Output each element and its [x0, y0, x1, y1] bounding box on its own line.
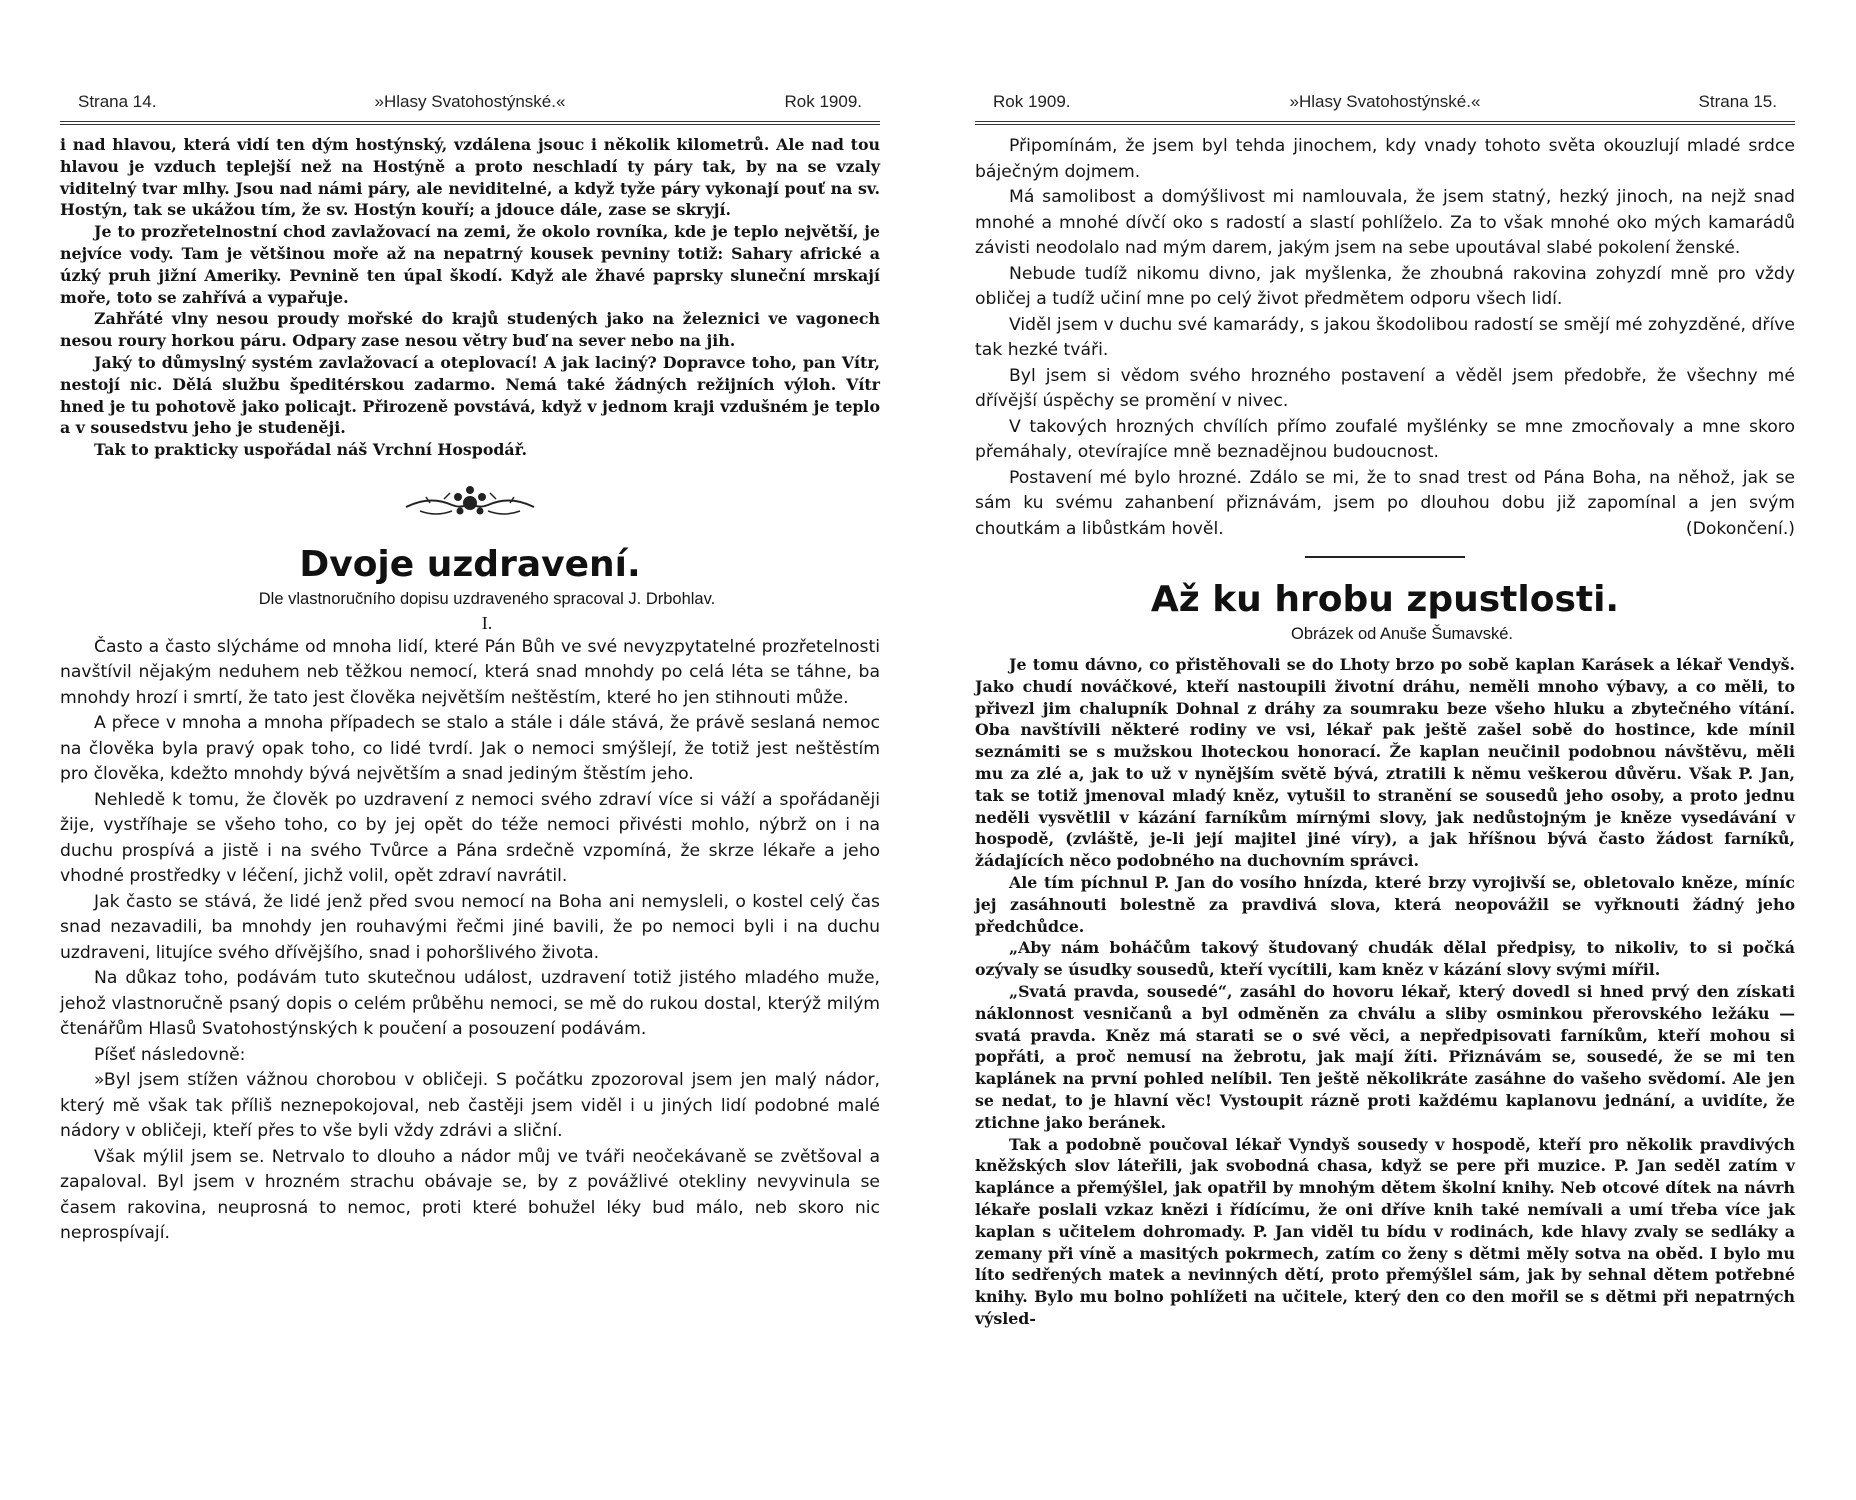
paragraph: Jak často se stává, že lidé jenž před svou nemocí na Boha ani nemysleli, o kostel celý čas snad nezavadili, ba mnohdy jen rouhavými řečmi jiné bavili, že po nemoci byli i na duchu uzdraveni, litujíce svého dřívějšího, snad i pohoršlivého života.: [60, 891, 880, 963]
paragraph: Připomínám, že jsem byl tehda jinochem, kdy vnady tohoto světa okouzlují mladé srdce báječným dojmem.: [975, 136, 1795, 182]
year: Rok 1909.: [784, 92, 862, 111]
paragraph: Píšeť následovně:: [94, 1044, 246, 1065]
header-rule: [60, 124, 880, 125]
page-number: Strana 15.: [1698, 92, 1777, 111]
paragraph: „Svatá pravda, sousedé“, zasáhl do hovoru lékař, který dovedl si hned prvý den získati náklonnost vesničanů a byl odměněn za chválu a sliby osminkou přerovského ležáku — svatá pravda. Kněz má starati se o své věci, a nepředpisovati farníkům, kteří mohou si popřáti, a proč nemusí na žebrotu, jak mají žíti. Přiznávám se, sousedé, že se mi ten kaplánek na první pohled nelíbil. Ten ještě několikráte zasáhne do vašeho svědomí. Ale jen se nedat, to je hlavní věc! Vystoupit rázně proti každému kaplanovu jednání, a uvidíte, že ztichne jako beránek.: [975, 981, 1795, 1132]
section-number: I.: [481, 612, 493, 633]
article-byline: Dle vlastnoručního dopisu uzdraveného spracoval J. Drbohlav.: [258, 589, 716, 608]
paragraph: Tak to prakticky uspořádal náš Vrchní Hospodář.: [94, 440, 528, 460]
paragraph: Jaký to důmyslný systém zavlažovací a oteplovací! A jak laciný? Dopravce toho, pan Vítr, nestojí nic. Dělá službu špeditérskou zadarmo. Nemá také žádných režijních výloh. Vítr hned je tu pohotově jako policajt. Přirozeně povstává, když v jednom kraji vzdušném je teplo a v sousedstvu jeho je studeněji.: [60, 352, 880, 438]
right-running-header: [975, 92, 1795, 120]
paragraph: Ale tím píchnul P. Jan do vosího hnízda, které brzy vyrojivší se, obletovalo kněze, míníc jej zasáhnouti bolestně za pravdivá slova, která neopovážil se vyřknouti žádný jeho předchůdce.: [975, 872, 1795, 936]
paragraph: Nehledě k tomu, že člověk po uzdravení z nemoci svého zdraví více si váží a spořádaněji žije, vystříhaje se všeho toho, co by jej opět do téže nemoci přivésti mohlo, nýbrž on i na duchu prospívá a jistě i na svého Tvůrce a Pána srdečně vzpomíná, že skrze lékaře a jeho vhodné prostředky v léčení, jichž volil, opět zdraví navrátil.: [60, 789, 880, 887]
continued-article: [60, 134, 880, 461]
article-body: [975, 654, 1795, 1330]
paragraph: Tak a podobně poučoval lékař Vyndyš sousedy v hospodě, kteří pro několik pravdivých kněžských slov láteřili, jak svobodná chasa, když se pere při muzice. P. Jan seděl zatím v kaplánce a přemýšlel, jak opatřil by mnohým dětem školní knihy. Neb otcové dítek na návrh lékaře poslali vzkaz knězi i řídícímu, že oni dříve knih také nemívali a umí třeba více jak kaplan s učitelem dohromady. P. Jan viděl tu bídu v rodinách, kde hlavy zvaly se sedláky a zemany při víně a masitých pokrmech, zatím co ženy s dětmi měly sotva na oběd. I bylo mu líto sedřených matek a nevinných dětí, proto přemýšlel sám, jak by sehnal dětem potřebné knihy. Bylo mu bolno pohlížeti na učitele, který den co den mořil se s dětmi při nepatrných výsled-: [975, 1134, 1795, 1328]
journal-title: »Hlasy Svatohostýnské.«: [1289, 92, 1481, 111]
article-title: Dvoje uzdravení.: [299, 543, 641, 585]
paragraph: „Aby nám boháčům takový študovaný chudák dělal předpisy, to nikoliv, to si počká ozývaly se úsudky sousedů, kteří vycítili, kam kněz v kázání slovy svými mířil.: [975, 938, 1795, 980]
to-be-continued-note: (Dokončení.): [1685, 518, 1795, 539]
floral-ornament-icon: [400, 481, 540, 525]
paragraph: i nad hlavou, která vidí ten dým hostýnský, vzdálena jsouc i několik kilometrů. Ale nad tou hlavou je vzduch teplejší než na Hostýně a proto neschladí ty páry tak, by na se vzaly viditelný tvar mlhy. Jsou nad námi páry, ale neviditelné, a když tyže páry vykonají pouť na sv. Hostýn, tak se ukážou tím, že sv. Hostýn kouří; a jdouce dále, zase se skryjí.: [60, 135, 880, 220]
right-column: [975, 134, 1795, 1330]
paragraph: Často a často slýcháme od mnoha lidí, které Pán Bůh ve své nevyzpytatelné prozřetelnosti navštívil nějakým neduhem neb těžkou nemocí, která snad mnohdy po celá léta se táhne, ba mnohdy hrozí i smrtí, že tato jest člověka největším neštěstím, které ho jen stihnouti může.: [60, 636, 880, 708]
paragraph: Zahřáté vlny nesou proudy mořské do krajů studených jako na železnici ve vagonech nesou roury horkou páru. Odpary zase nesou větry buď na sever nebo na jih.: [60, 309, 880, 351]
section-divider: [1305, 556, 1465, 558]
article-byline: Obrázek od Anuše Šumavské.: [1291, 625, 1513, 643]
paragraph: »Byl jsem stížen vážnou chorobou v obličeji. S počátku zpozoroval jsem jen malý nádor, který mě však tak příliš neznepokojoval, neb častěji jsem viděl i u jiných lidí podobné malé nádory v obličeji, kteří přes to vše byli vždy zdrávi a sliční.: [60, 1070, 880, 1142]
paragraph: Viděl jsem v duchu své kamarády, s jakou škodolibou radostí se smějí mé zohyzděné, dříve tak hezké tváři.: [975, 314, 1795, 360]
paragraph: Má samolibost a domýšlivost mi namlouvala, že jsem statný, hezký jinoch, na nejž snad mnohé a mnohé dívčí oko s radostí a slastí pohlíželo. Za to však mnohé oko mých kamarádů závisti neodolalo nad mým darem, jakým jsem na sebe upoutával slabé pokolení ženské.: [975, 187, 1795, 258]
paragraph: Na důkaz toho, podávám tuto skutečnou událost, uzdravení totiž jistého mladého muže, jehož vlastnoručně psaný dopis o celém průběhu nemoci, se mě do rukou dostal, kterýž milým čtenářům Hlasů Svatohostýnských k poučení a posouzení podávám.: [60, 968, 880, 1040]
journal-title: »Hlasy Svatohostýnské.«: [374, 92, 566, 111]
paragraph: A přece v mnoha a mnoha případech se stalo a stále i dále stává, že právě seslaná nemoc na člověka byla pravý opak toho, co lidé tvrdí. Jak o nemoci smýšlejí, že totiž jest neštěstím pro člověka, kdežto mnohdy bývá největším a snad jediným štěstím jeho.: [60, 713, 880, 785]
paragraph: Je tomu dávno, co přistěhovali se do Lhoty brzo po sobě kaplan Karásek a lékař Vendyš. Jako chudí nováčkové, kteří nastoupili životní dráhu, neměli mnoho výbavy, a co měli, to přivezl jim chalupník Dohnal z dráhy za soumraku beze všeho hluku a zbytečného vítání. Oba navštívili některé rodiny ve vsi, lékař pak ještě zašel sobě do hostince, kde mínil seznámiti se s mužskou lhoteckou honorací. Že kaplan neučinil podobnou návštěvu, měli mu za zlé a, jak to už v nynějším světě bývá, ztratili k němu veškerou důvěru. Však P. Jan, tak se totiž jmenoval mladý kněz, vytušil to stranění se sousedů jeho osoby, a proto jednu neděli vysvětlil v kázání farníkům mírnými slovy, jak nedůstojným je kněze vysedávání v hospodě, (zvláště, je-li její majitel jiné víry), a jak hříšnou bývá často žádost farníků, žádajících něco podobného na duchovním správci.: [975, 655, 1795, 871]
paragraph: Nebude tudíž nikomu divno, jak myšlenka, že zhoubná rakovina zohyzdí mně pro vždy obličej a tudíž učiní mne po celý život předmětem odporu všech lidí.: [975, 263, 1795, 309]
paragraph: Je to prozřetelnostní chod zavlažovací na zemi, že okolo rovníka, kde je teplo největší, je nejvíce vody. Tam je většinou moře až na nepatrný kousek pevniny totiž: Sahary africké a úzký pruh jižní Ameriky. Pevnině ten úpal škodí. Když ale žhavé paprsky sluneční mrskají moře, toto se zahřívá a vypařuje.: [60, 222, 880, 307]
article-body: [60, 635, 880, 1247]
year: Rok 1909.: [993, 92, 1071, 111]
header-rule: [60, 121, 880, 122]
page-number: Strana 14.: [78, 92, 157, 111]
article-title: Až ku hrobu zpustlosti.: [1150, 579, 1620, 620]
paragraph-text: Postavení mé bylo hrozné. Zdálo se mi, že to snad trest od Pána Boha, na něhož, jak se sám ku svému zahanbení přiznávám, jsem po dlouhou dobu již zapomínal a jen svým choutkám a libůstkám hověl.: [975, 467, 1795, 539]
paragraph: [975, 466, 1795, 543]
paragraph: Byl jsem si vědom svého hrozného postavení a věděl jsem předobře, že všechny mé dřívější úspěchy se promění v nivec.: [975, 365, 1795, 411]
continued-article: [975, 134, 1795, 542]
left-running-header: [60, 92, 880, 120]
paragraph: V takových hrozných chvílích přímo zoufalé myšlénky se mne zmocňovaly a mne skoro přemáhaly, otevírajíce mně beznadějnou budoucnost.: [975, 416, 1795, 462]
header-rule: [975, 121, 1795, 122]
header-rule: [975, 124, 1795, 125]
paragraph: Však mýlil jsem se. Netrvalo to dlouho a nádor můj ve tváři neočekávaně se zvětšoval a zapaloval. Byl jsem v hrozném strachu obávaje se, by z povážlivé otekliny nevyvinula se časem rakovina, neuprosná to nemoc, proti které bohužel léky bud málo, neb skoro nic neprospívají.: [60, 1146, 880, 1244]
left-column: [60, 134, 880, 1247]
